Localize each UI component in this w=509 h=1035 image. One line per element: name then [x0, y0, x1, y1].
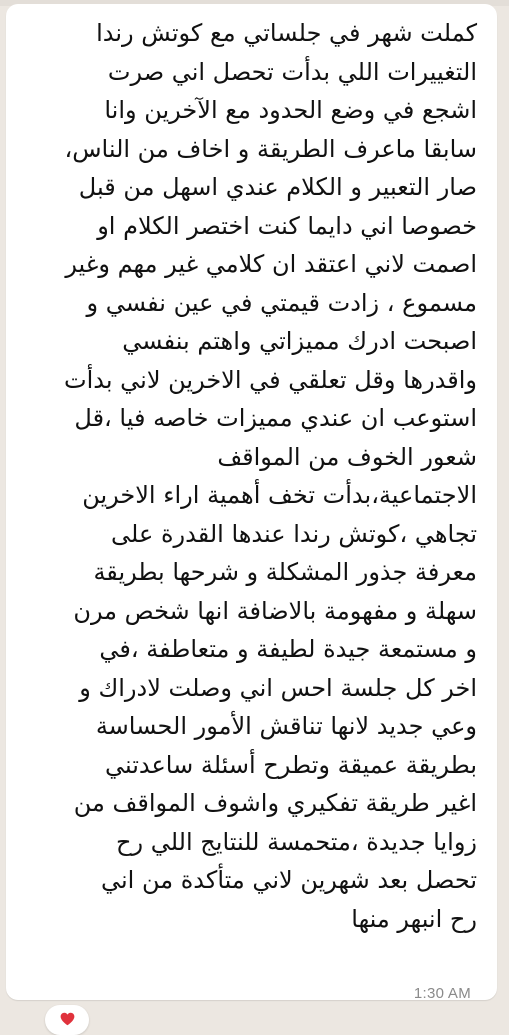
message-bubble[interactable]	[6, 4, 497, 1000]
message-text: كملت شهر في جلساتي مع كوتش رندا التغييرات اللي بدأت تحصل اني صرت اشجع في وضع الحدود مع الآخرين وانا سابقا ماعرف الطريقة و اخاف من الناس، صار التعبير و الكلام عندي اسهل من قبل خصوصا اني دايما كنت اختصر الكلام او اصمت لاني اعتقد ان كلامي غير مهم وغير مسموع ، زادت قيمتي في عين نفسي و اصبحت ادرك مميزاتي واهتم بنفسي واقدرها وقل تعلقي في الاخرين لاني بدأت استوعب ان عندي مميزات خاصه فيا ،قل شعور الخوف من المواقف الاجتماعية،بدأت تخف أهمية اراء الاخرين تجاهي ،كوتش رندا عندها القدرة على معرفة جذور المشكلة و شرحها بطريقة سهلة و مفهومة بالاضافة انها شخص مرن و مستمعة جيدة لطيفة و متعاطفة ،في اخر كل جلسة احس اني وصلت لادراك و وعي جديد لانها تناقش الأمور الحساسة بطريقة عميقة وتطرح أسئلة ساعدتني اغير طريقة تفكيري واشوف المواقف من زوايا جديدة ،متحمسة للنتايج اللي رح تحصل بعد شهرين لاني متأكدة من اني رح انبهر منها	[63, 19, 477, 933]
message-timestamp: 1:30 AM	[413, 985, 471, 1002]
reaction-badge[interactable]	[45, 1005, 89, 1035]
